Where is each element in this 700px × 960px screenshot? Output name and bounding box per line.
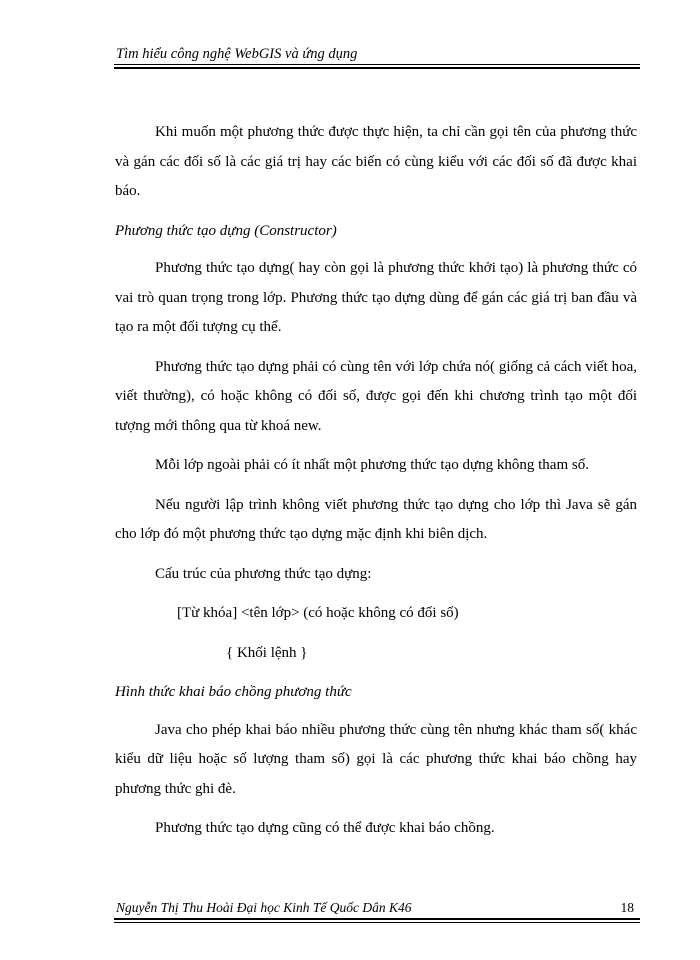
paragraph-1: Khi muốn một phương thức được thực hiện, ta chỉ cần gọi tên của phương thức và gán các đối số là các giá trị hay các biến có cùng kiểu với các đối số đã được khai báo. [115, 124, 637, 199]
section-heading-constructor: Phương thức tạo dựng (Constructor) [115, 222, 337, 239]
paragraph-2: Phương thức tạo dựng( hay còn gọi là phương thức khởi tạo) là phương thức có vai trò quan trọng trong lớp. Phương thức tạo dựng dùng để gán các giá trị ban đầu và tạo ra một đối tượng cụ thể. [115, 260, 637, 335]
page-header-title: Tìm hiểu công nghệ WebGIS và ứng dụng [116, 46, 358, 62]
paragraph-6: Cấu trúc của phương thức tạo dựng: [155, 565, 372, 582]
header-rule-thin [114, 64, 640, 65]
section-heading-overloading: Hình thức khai báo chồng phương thức [115, 684, 352, 700]
paragraph-5: Nếu người lập trình không viết phương thức tạo dựng cho lớp thì Java sẽ gán cho lớp đó một phương thức tạo dựng mặc định khi biên dịch. [115, 496, 637, 542]
footer-rule-thin [114, 922, 640, 923]
syntax-line-1: [Từ khóa] <tên lớp> (có hoặc không có đối số) [177, 605, 459, 621]
footer-rule-thick [114, 918, 640, 920]
syntax-line-2: { Khối lệnh } [226, 644, 308, 661]
footer-author: Nguyễn Thị Thu Hoài Đại học Kinh Tế Quốc Dân K46 [116, 900, 412, 915]
page-footer [116, 900, 638, 916]
paragraph-3: Phương thức tạo dựng phải có cùng tên với lớp chứa nó( giống cả cách viết hoa, viết thường), có hoặc không có đối số, được gọi đến khi chương trình tạo một đối tượng mới thông qua từ khoá new. [115, 358, 637, 434]
page-content [115, 118, 637, 854]
page-number: 18 [620, 900, 634, 915]
paragraph-7: Java cho phép khai báo nhiều phương thức cùng tên nhưng khác tham số( khác kiểu dữ liệu hoặc số lượng tham số) gọi là các phương thức khai báo chồng hay phương thức ghi đè. [115, 721, 637, 797]
paragraph-4: Mỗi lớp ngoài phải có ít nhất một phương thức tạo dựng không tham số. [155, 457, 589, 473]
paragraph-8: Phương thức tạo dựng cũng có thể được khai báo chồng. [155, 820, 495, 836]
header-rule-thick [114, 67, 640, 69]
